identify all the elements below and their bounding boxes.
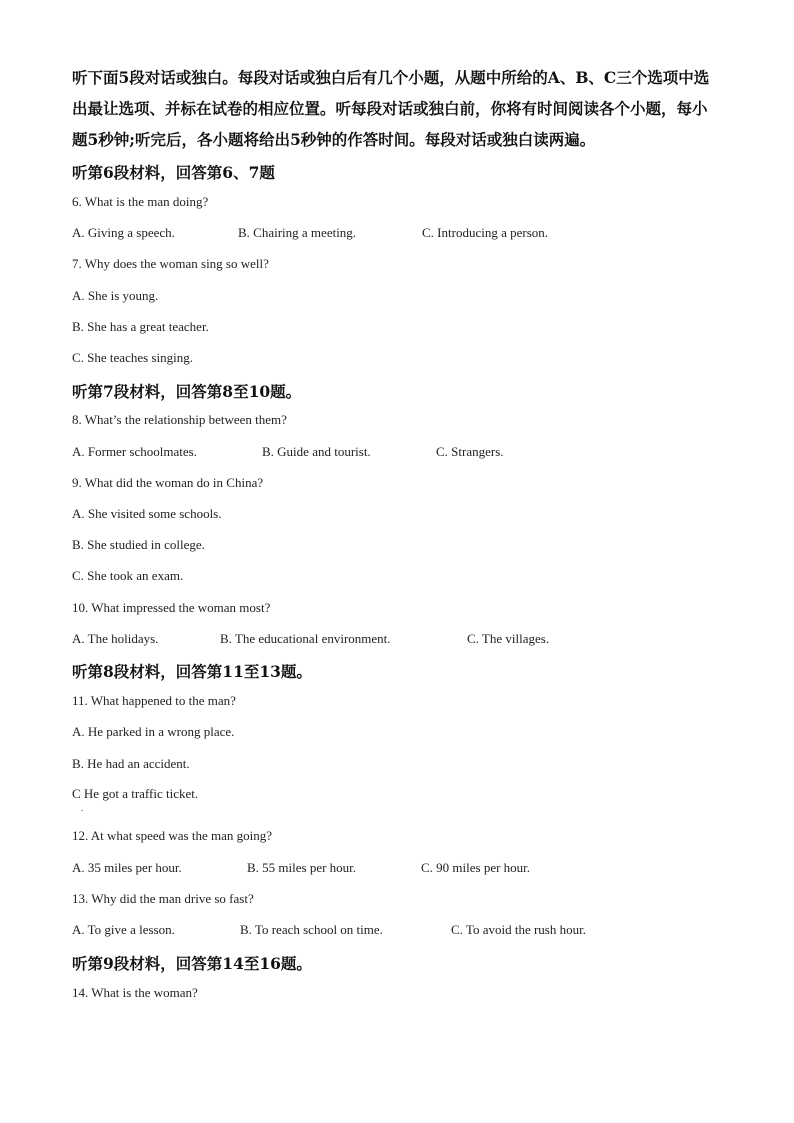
option-c[interactable]: C. She took an exam. [72,568,184,583]
option-a[interactable]: A. She visited some schools. [72,506,222,521]
question-12: 12. At what speed was the man going? [72,828,273,843]
section-heading-6: 听第6段材料，回答第6、7题 [72,163,275,182]
section-heading-7: 听第7段材料，回答第8至10题。 [72,382,302,401]
question-13: 13. Why did the man drive so fast? [72,891,254,906]
question-9: 9. What did the woman do in China? [72,475,264,490]
option-b[interactable]: B. She studied in college. [72,537,205,552]
question-7: 7. Why does the woman sing so well? [72,256,269,271]
option-c[interactable]: C He got a traffic ticket. [72,786,199,801]
option-a[interactable]: A. Giving a speech. [72,225,175,240]
question-14: 14. What is the woman? [72,985,198,1000]
option-c[interactable]: C. She teaches singing. [72,350,193,365]
option-b[interactable]: B. 55 miles per hour. [247,860,357,875]
option-b[interactable]: B. He had an accident. [72,756,190,771]
question-10: 10. What impressed the woman most? [72,600,271,615]
option-a[interactable]: A. He parked in a wrong place. [72,724,235,739]
option-b[interactable]: B. Chairing a meeting. [238,225,357,240]
option-b[interactable]: B. She has a great teacher. [72,319,209,334]
section-heading-9: 听第9段材料，回答第14至16题。 [72,954,312,973]
question-8: 8. What’s the relationship between them? [72,412,287,427]
section-heading-8: 听第8段材料，回答第11至13题。 [72,662,312,681]
question-6: 6. What is the man doing? [72,194,209,209]
option-b[interactable]: B. Guide and tourist. [262,444,371,459]
option-c[interactable]: C. To avoid the rush hour. [451,922,586,937]
option-a[interactable]: A. Former schoolmates. [72,444,197,459]
option-a[interactable]: A. To give a lesson. [72,922,175,937]
option-c[interactable]: C. 90 miles per hour. [421,860,531,875]
section-instructions: 听下面5段对话或独白。每段对话或独白后有几个小题，从题中所给的A、B、C三个选项中选出最让选项、并标在试卷的相应位置。听每段对话或独白前，你将有时间阅读各个小题，每小题5秒钟;听完后，各小题将给出5秒钟的作答时间。每段对话或独白读两遍。 [72,68,710,149]
stray-mark: . [81,803,84,813]
option-b[interactable]: B. The educational environment. [220,631,391,646]
option-a[interactable]: A. 35 miles per hour. [72,860,182,875]
option-a[interactable]: A. She is young. [72,288,159,303]
option-c[interactable]: C. The villages. [467,631,550,646]
option-b[interactable]: B. To reach school on time. [240,922,383,937]
option-c[interactable]: C. Introducing a person. [422,225,549,240]
option-c[interactable]: C. Strangers. [436,444,504,459]
question-11: 11. What happened to the man? [72,693,236,708]
option-a[interactable]: A. The holidays. [72,631,159,646]
